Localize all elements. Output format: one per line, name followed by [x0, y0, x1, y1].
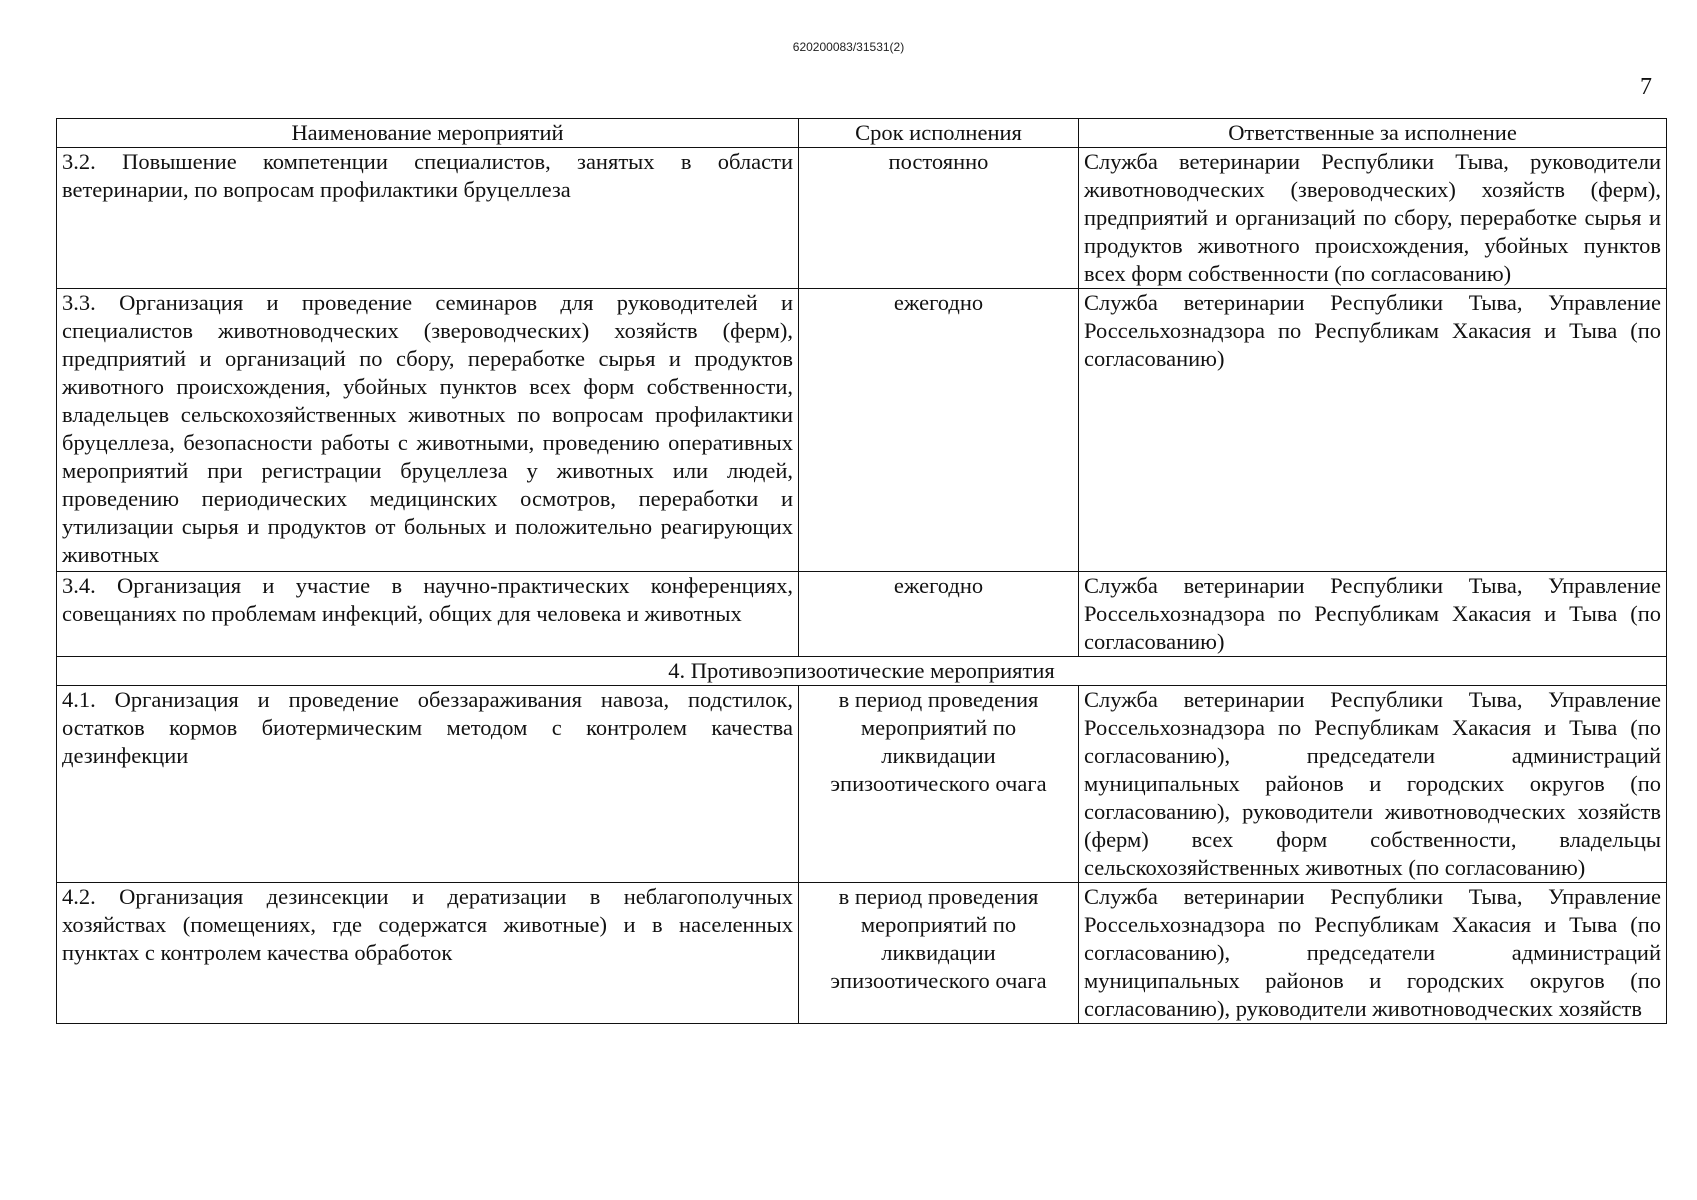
column-header-responsible: Ответственные за исполнение — [1079, 119, 1667, 148]
measure-name: 4.2. Организация дезинсекции и дератизации в неблагополучных хозяйствах (помещениях, где содержатся животные) и в населенных пунктах с контролем качества обработок — [57, 883, 799, 1024]
measure-name: 4.1. Организация и проведение обеззараживания навоза, подстилок, остатков кормов биотермическим методом с контролем качества дезинфекции — [57, 686, 799, 883]
measure-term: постоянно — [799, 148, 1079, 289]
document-id: 620200083/31531(2) — [792, 40, 905, 54]
measure-responsible: Служба ветеринарии Республики Тыва, руководители животноводческих (звероводческих) хозяйств (ферм), предприятий и организаций по сбору, переработке сырья и продуктов животного происхождения, убойных пунктов всех форм собственности (по согласованию) — [1079, 148, 1667, 289]
measure-term: в период проведения мероприятий по ликвидации эпизоотического очага — [799, 686, 1079, 883]
measure-responsible: Служба ветеринарии Республики Тыва, Управление Россельхознадзора по Республикам Хакасия и Тыва (по согласованию) — [1079, 572, 1667, 657]
measure-term: ежегодно — [799, 572, 1079, 657]
section-title: 4. Противоэпизоотические мероприятия — [57, 657, 1667, 686]
table-header-row — [57, 119, 1667, 148]
section-header-row — [57, 657, 1667, 686]
table-row — [57, 572, 1667, 657]
table-row — [57, 289, 1667, 572]
column-header-term: Срок исполнения — [799, 119, 1079, 148]
table-row — [57, 686, 1667, 883]
measure-term: в период проведения мероприятий по ликвидации эпизоотического очага — [799, 883, 1079, 1024]
measure-name: 3.2. Повышение компетенции специалистов, занятых в области ветеринарии, по вопросам профилактики бруцеллеза — [57, 148, 799, 289]
table-row — [57, 148, 1667, 289]
measure-responsible: Служба ветеринарии Республики Тыва, Управление Россельхознадзора по Республикам Хакасия и Тыва (по согласованию), председатели администраций муниципальных районов и городских округов (по согласованию), руководители животноводческих хозяйств — [1079, 883, 1667, 1024]
table-row — [57, 883, 1667, 1024]
page-number: 7 — [1640, 74, 1652, 100]
measure-responsible: Служба ветеринарии Республики Тыва, Управление Россельхознадзора по Республикам Хакасия и Тыва (по согласованию) — [1079, 289, 1667, 572]
measure-name: 3.3. Организация и проведение семинаров для руководителей и специалистов животноводческих (звероводческих) хозяйств (ферм), предприятий и организаций по сбору, переработке сырья и продуктов животного происхождения, убойных пунктов всех форм собственности, владельцев сельскохозяйственных животных по вопросам профилактики бруцеллеза, безопасности работы с животными, проведению оперативных мероприятий при регистрации бруцеллеза у животных или людей, проведению периодических медицинских осмотров, переработки и утилизации сырья и продуктов от больных и положительно реагирующих животных — [57, 289, 799, 572]
measure-responsible: Служба ветеринарии Республики Тыва, Управление Россельхознадзора по Республикам Хакасия и Тыва (по согласованию), председатели администраций муниципальных районов и городских округов (по согласованию), руководители животноводческих хозяйств (ферм) всех форм собственности, владельцы сельскохозяйственных животных (по согласованию) — [1079, 686, 1667, 883]
measure-term: ежегодно — [799, 289, 1079, 572]
measure-name: 3.4. Организация и участие в научно-практических конференциях, совещаниях по проблемам инфекций, общих для человека и животных — [57, 572, 799, 657]
column-header-name: Наименование мероприятий — [57, 119, 799, 148]
measures-table — [56, 118, 1667, 1024]
